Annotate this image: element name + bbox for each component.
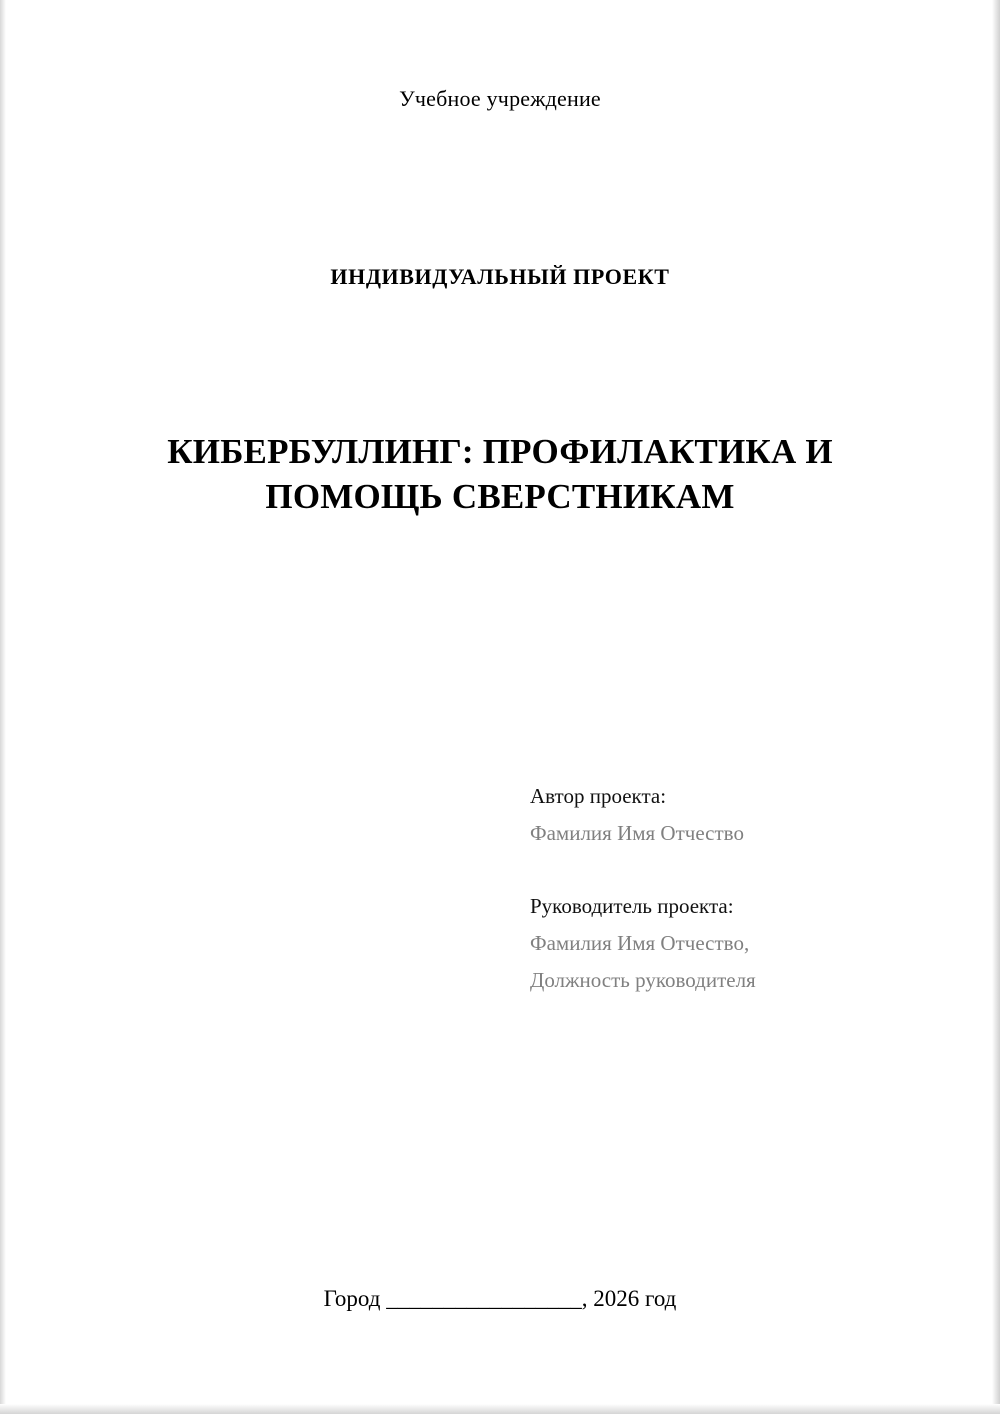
footer-city-year: Город _________________, 2026 год xyxy=(323,1286,677,1311)
page-title xyxy=(120,430,880,520)
page-edge-bottom xyxy=(0,1404,1000,1414)
supervisor-value-line-2: Должность руководителя xyxy=(530,968,756,992)
credits-block xyxy=(530,786,950,991)
author-value: Фамилия Имя Отчество xyxy=(530,821,744,845)
document-type: ИНДИВИДУАЛЬНЫЙ ПРОЕКТ xyxy=(330,264,670,289)
page-title-line-2: ПОМОЩЬ СВЕРСТНИКАМ xyxy=(265,476,735,516)
author-label: Автор проекта: xyxy=(530,784,667,808)
page-title-line-1: КИБЕРБУЛЛИНГ: ПРОФИЛАКТИКА И xyxy=(167,432,833,471)
institution-name: Учебное учреждение xyxy=(399,86,601,111)
supervisor-value-line-1: Фамилия Имя Отчество, xyxy=(530,931,750,955)
page-edge-right xyxy=(992,0,1000,1414)
supervisor-label: Руководитель проекта: xyxy=(530,894,734,918)
page-edge-left xyxy=(0,0,6,1414)
spacer xyxy=(530,844,950,896)
